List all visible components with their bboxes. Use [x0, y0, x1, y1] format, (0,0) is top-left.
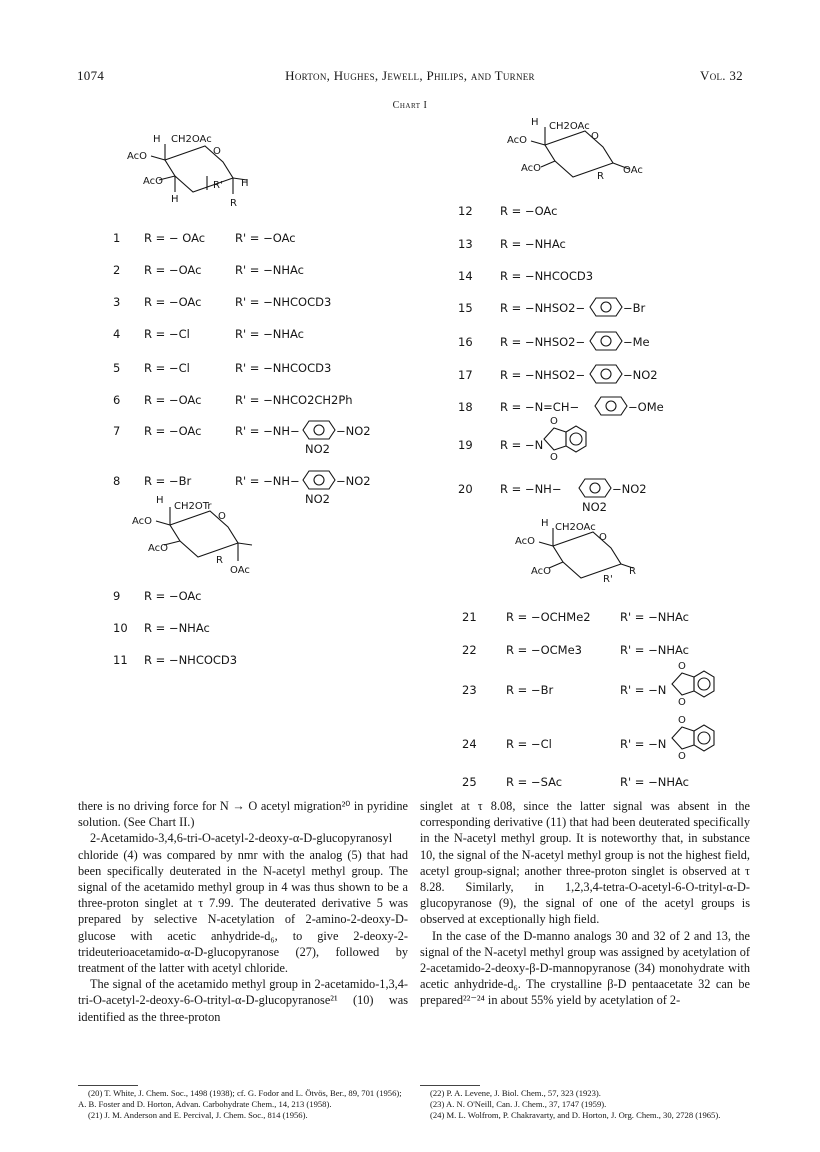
struct1-aco-label: AcO: [127, 151, 148, 162]
struct1-aco2-label: AcO: [143, 176, 164, 187]
substituent-r: R = −NHSO2−: [500, 335, 586, 349]
compound-number: 23: [462, 683, 477, 697]
compound-number: 18: [458, 400, 473, 414]
substituent-r: R = −OAc: [144, 424, 202, 438]
footnote-21: (21) J. M. Anderson and E. Percival, J. Chem. Soc., 814 (1956).: [88, 1110, 308, 1120]
para-substituent: −Me: [623, 335, 650, 349]
struct1-ch2oac-label: CH2OAc: [171, 134, 212, 145]
svg-text:O: O: [591, 131, 599, 142]
substituent-r-prime: R' = −NH−: [235, 424, 300, 438]
left-footnotes: [78, 1088, 408, 1121]
pyranose-structure-4: [513, 516, 663, 596]
substituent-r: R = −Br: [144, 474, 192, 488]
right-footnote-rule: [420, 1085, 480, 1086]
svg-text:O: O: [213, 146, 221, 157]
nitro-substituent: NO2: [305, 442, 330, 456]
substituent-r-prime: R' = −NHCOCD3: [235, 361, 332, 375]
struct3-oac-label: OAc: [623, 165, 643, 176]
left-paragraph-2: 2-Acetamido-3,4,6-tri-O-acetyl-2-deoxy-α-D-glucopyranosyl chloride (4) was compared by nmr with the analog (5) that had been specifically deuterated in the N-acetyl methyl group. The signal of the acetamido methyl group in 4 was thus shown to be a three-proton singlet at τ 7.99. The deuterated derivative 5 was prepared by selective N-acetylation of 2-amino-2-deoxy-D-glucose with acetic anhydride-d₆, to give 2-deoxy-2-trideuterioacetamido-α-D-glucopyranose (27), followed by treatment of the latter with acetyl chloride.: [78, 831, 408, 976]
struct3-r-label: R: [597, 171, 604, 182]
benzene-ring-icon: [589, 297, 623, 317]
struct1-r-label: R: [230, 198, 237, 209]
carbonyl-o-label: O: [550, 416, 558, 427]
compound-number: 2: [113, 263, 121, 277]
left-footnote-rule: [78, 1085, 138, 1086]
svg-text:O: O: [599, 532, 607, 543]
substituent-r: R = −NHCOCD3: [500, 269, 594, 283]
substituent-r: R = −Cl: [144, 327, 190, 341]
substituent-r: R = −OAc: [144, 295, 202, 309]
phthalimido-ring-icon: [540, 416, 592, 463]
substituent-r-prime: R' = −NHCOCD3: [235, 295, 332, 309]
substituent-r: R = −Br: [506, 683, 554, 697]
struct4-r-label: R: [629, 566, 636, 577]
substituent-r-prime: R' = −OAc: [235, 231, 296, 245]
page-number: 1074: [77, 68, 105, 83]
substituent-r-prime: R' = −NHAc: [620, 610, 689, 624]
phthalimido-ring-icon: [668, 715, 720, 762]
struct2-ch2otr-label: CH2OTr: [174, 501, 212, 512]
compound-number: 10: [113, 621, 128, 635]
substituent-r: R = −Cl: [506, 737, 552, 751]
compound-number: 20: [458, 482, 473, 496]
compound-number: 5: [113, 361, 121, 375]
footnote-20: (20) T. White, J. Chem. Soc., 1498 (1938); cf. G. Fodor and L. Ötvös, Ber., 89, 701 (1956); A. B. Foster and D. Horton, Advan. Carbohydrate Chem., 14, 213 (1958).: [78, 1088, 402, 1109]
pyranose-structure-3: [505, 117, 655, 197]
compound-number: 22: [462, 643, 477, 657]
benzene-ring-icon: [578, 478, 612, 498]
right-text-column: [420, 798, 750, 1009]
carbonyl-o-label: O: [678, 715, 686, 726]
substituent-r-prime: R' = −NHAc: [235, 263, 304, 277]
benzene-ring-icon: [594, 396, 628, 416]
compound-number: 13: [458, 237, 473, 251]
volume-label: Vol. 32: [700, 68, 743, 83]
substituent-r: R = −OAc: [500, 204, 558, 218]
compound-number: 7: [113, 424, 121, 438]
substituent-r: R = −OAc: [144, 393, 202, 407]
nitro-substituent: −NO2: [336, 474, 371, 488]
compound-number: 19: [458, 438, 473, 452]
struct1-h-label: H: [153, 134, 161, 145]
carbonyl-o-label: O: [678, 697, 686, 708]
running-authors: Horton, Hughes, Jewell, Philips, and Turner: [285, 68, 535, 83]
struct3-aco2-label: AcO: [521, 163, 542, 174]
compound-number: 8: [113, 474, 121, 488]
carbonyl-o-label: O: [678, 661, 686, 672]
struct1-h2-label: H: [171, 194, 179, 205]
para-substituent: −OMe: [628, 400, 664, 414]
struct4-rprime-label: R': [603, 574, 613, 585]
benzene-ring-icon: [589, 364, 623, 384]
substituent-r: R = −NHCOCD3: [144, 653, 238, 667]
compound-number: 4: [113, 327, 121, 341]
struct2-r-label: R: [216, 555, 223, 566]
substituent-r-prime: R' = −NHAc: [620, 643, 689, 657]
compound-number: 6: [113, 393, 121, 407]
substituent-r: R = −NHAc: [500, 237, 566, 251]
substituent-r: R = −OAc: [144, 589, 202, 603]
footnote-24: (24) M. L. Wolfrom, P. Chakravarty, and D. Horton, J. Org. Chem., 30, 2728 (1965).: [430, 1110, 721, 1120]
phthalimido-ring-icon: [668, 661, 720, 708]
compound-number: 1: [113, 231, 121, 245]
struct3-ch2oac-label: CH2OAc: [549, 121, 590, 132]
substituent-r: R = −NHSO2−: [500, 368, 586, 382]
substituent-r: R = − OAc: [144, 231, 206, 245]
substituent-r: R = −OCMe3: [506, 643, 582, 657]
struct2-aco2-label: AcO: [148, 543, 169, 554]
chart-title: Chart I: [392, 100, 428, 111]
struct2-oac-label: OAc: [230, 565, 250, 576]
compound-number: 24: [462, 737, 477, 751]
carbonyl-o-label: O: [678, 751, 686, 762]
substituent-r: R = −Cl: [144, 361, 190, 375]
compound-number: 12: [458, 204, 473, 218]
svg-text:O: O: [218, 511, 226, 522]
para-substituent: −Br: [623, 301, 646, 315]
compound-number: 21: [462, 610, 477, 624]
compound-number: 14: [458, 269, 473, 283]
left-text-column: [78, 798, 408, 1025]
nitro-substituent: NO2: [582, 500, 607, 514]
benzene-ring-icon: [302, 420, 336, 440]
compound-number: 11: [113, 653, 128, 667]
footnote-23: (23) A. N. O'Neill, Can. J. Chem., 37, 1747 (1959).: [430, 1099, 607, 1109]
left-paragraph-3: The signal of the acetamido methyl group in 2-acetamido-1,3,4-tri-O-acetyl-2-deoxy-6-O-trityl-α-D-glucopyranose²¹ (10) was identified as the three-proton: [78, 977, 408, 1024]
benzene-ring-icon: [589, 331, 623, 351]
nitro-substituent: −NO2: [336, 424, 371, 438]
left-paragraph-1: there is no driving force for N → O acetyl migration²⁰ in pyridine solution. (See Chart II.): [78, 799, 408, 830]
substituent-r: R = −NHSO2−: [500, 301, 586, 315]
substituent-r-prime: R' = −NHAc: [235, 327, 304, 341]
substituent-r-prime: R' = −NHCO2CH2Ph: [235, 393, 353, 407]
struct1-h3-label: H: [241, 178, 249, 189]
substituent-r: R = −N: [500, 438, 544, 452]
struct3-h-label: H: [531, 117, 539, 128]
carbonyl-o-label: O: [550, 452, 558, 463]
substituent-r: R = −OAc: [144, 263, 202, 277]
compound-number: 9: [113, 589, 121, 603]
footnote-22: (22) P. A. Levene, J. Biol. Chem., 57, 323 (1923).: [430, 1088, 601, 1098]
substituent-r: R = −SAc: [506, 775, 563, 789]
substituent-r: R = −OCHMe2: [506, 610, 591, 624]
para-substituent: −NO2: [623, 368, 658, 382]
nitro-substituent: NO2: [305, 492, 330, 506]
struct4-h-label: H: [541, 518, 549, 529]
compound-number: 3: [113, 295, 121, 309]
substituent-r-prime: R' = −N: [620, 683, 667, 697]
compound-number: 15: [458, 301, 473, 315]
substituent-r: R = −NH−: [500, 482, 562, 496]
substituent-r: R = −N=CH−: [500, 400, 580, 414]
nitro-substituent: −NO2: [612, 482, 647, 496]
compound-number: 16: [458, 335, 473, 349]
substituent-r-prime: R' = −NHAc: [620, 775, 689, 789]
compound-number: 17: [458, 368, 473, 382]
struct3-aco-label: AcO: [507, 135, 528, 146]
substituent-r-prime: R' = −NH−: [235, 474, 300, 488]
benzene-ring-icon: [302, 470, 336, 490]
struct2-h-label: H: [156, 495, 164, 506]
struct4-aco2-label: AcO: [531, 566, 552, 577]
pyranose-structure-2: [130, 493, 280, 583]
pyranose-structure-1: [125, 128, 275, 218]
struct4-ch2oac-label: CH2OAc: [555, 522, 596, 533]
struct4-aco-label: AcO: [515, 536, 536, 547]
right-footnotes: [420, 1088, 750, 1121]
right-paragraph-1: singlet at τ 8.08, since the latter signal was absent in the corresponding derivative (11) that had been deuterated specifically in the N-acetyl methyl group. It is noteworthy that, in substance 10, the signal of the N-acetyl methyl group is not the highest field, acetyl group-signal; another three-proton singlet is observed at τ 8.28. Similarly, in 1,2,3,4-tetra-O-acetyl-6-O-trityl-α-D-glucopyranose (9), the signal of one of the acetyl groups is observed at exceptionally high field.: [420, 799, 750, 927]
right-paragraph-2: In the case of the D-manno analogs 30 and 32 of 2 and 13, the signal of the N-acetyl methyl group was assigned by acetylation of 2-acetamido-2-deoxy-β-D-mannopyranose (34) monohydrate with acetic anhydride-d₆. The crystalline β-D pentaacetate 32 can be prepared²²⁻²⁴ in about 55% yield by acetylation of 2-: [420, 928, 750, 1008]
substituent-r: R = −NHAc: [144, 621, 210, 635]
compound-number: 25: [462, 775, 477, 789]
struct1-rprime-label: R': [213, 180, 223, 191]
substituent-r-prime: R' = −N: [620, 737, 667, 751]
struct2-aco-label: AcO: [132, 516, 153, 527]
